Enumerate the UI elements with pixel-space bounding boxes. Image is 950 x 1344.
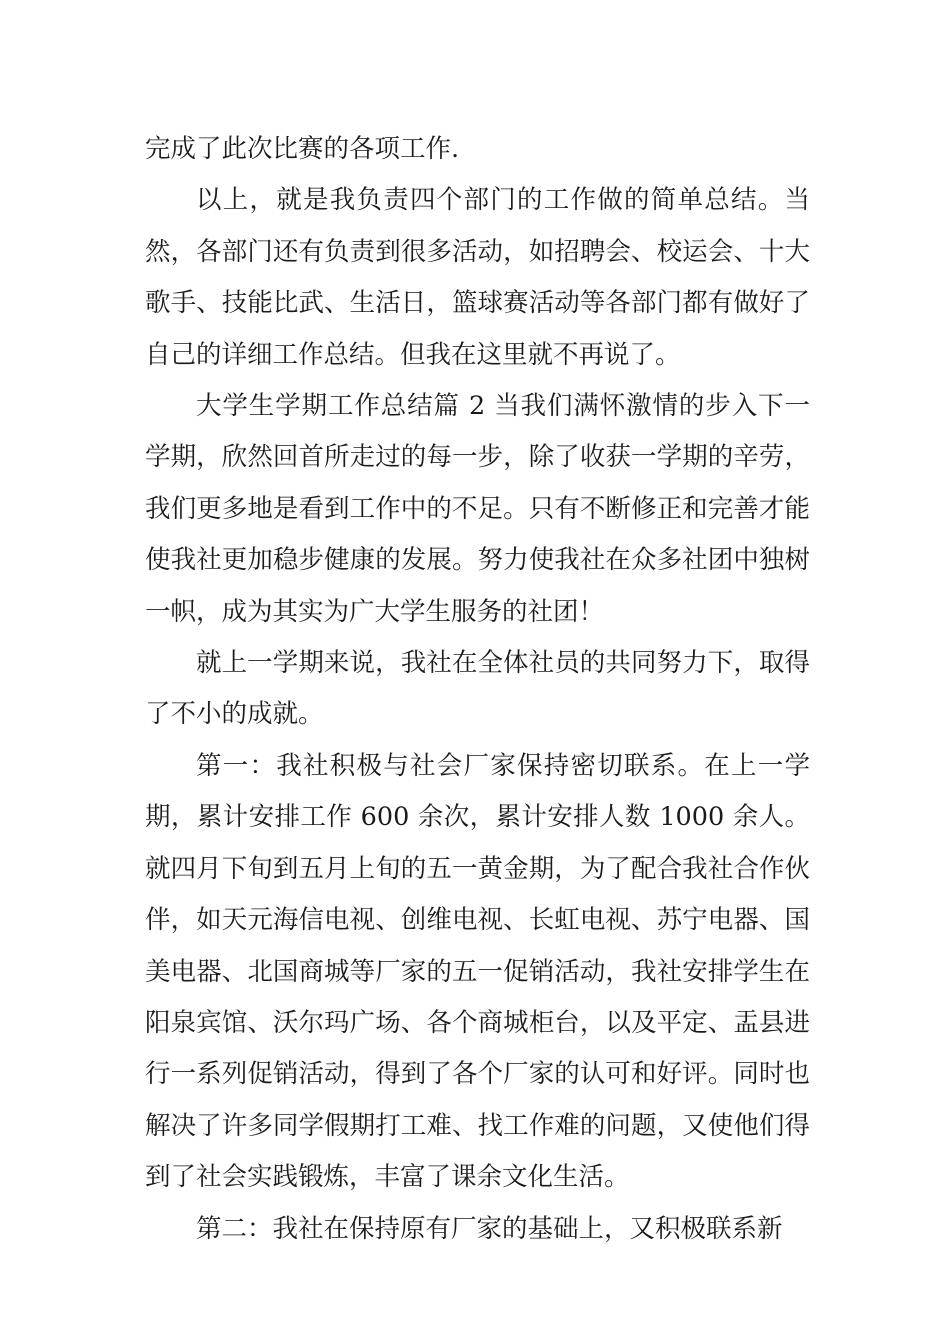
paragraph-last-semester: 就上一学期来说，我社在全体社员的共同努力下，取得了不小的成就。: [145, 648, 810, 730]
paragraph-continuation: 完成了此次比赛的各项工作.: [145, 134, 460, 164]
paragraph-article-2-intro: 大学生学期工作总结篇 2 当我们满怀激情的步入下一学期，欣然回首所走过的每一步，除了收获一学期的辛劳，我们更多地是看到工作中的不足。只有不断修正和完善才能使我社更加稳步健康的发展。努力使我社在众多社团中独树一帜，成为其实为广大学生服务的社团！: [145, 391, 810, 627]
paragraph-second-point: 第二：我社在保持原有厂家的基础上，又积极联系新: [196, 1213, 783, 1244]
paragraph-summary: 以上，就是我负责四个部门的工作做的简单总结。当然，各部门还有负责到很多活动，如招聘会、校运会、十大歌手、技能比武、生活日，篮球赛活动等各部门都有做好了自己的详细工作总结。但我在这里就不再说了。: [145, 185, 810, 370]
paragraph-first-point: 第一：我社积极与社会厂家保持密切联系。在上一学期，累计安排工作 600 余次，累计安排人数 1000 余人。就四月下旬到五月上旬的五一黄金期，为了配合我社合作伙伴，如天元海信电视、创维电视、长虹电视、苏宁电器、国美电器、北国商城等厂家的五一促销活动，我社安排学生在阳泉宾馆、沃尔玛广场、各个商城柜台，以及平定、盂县进行一系列促销活动，得到了各个厂家的认可和好评。同时也解决了许多同学假期打工难、找工作难的问题，又使他们得到了社会实践锻炼，丰富了课余文化生活。: [145, 750, 810, 1193]
document-body: [145, 124, 810, 1255]
